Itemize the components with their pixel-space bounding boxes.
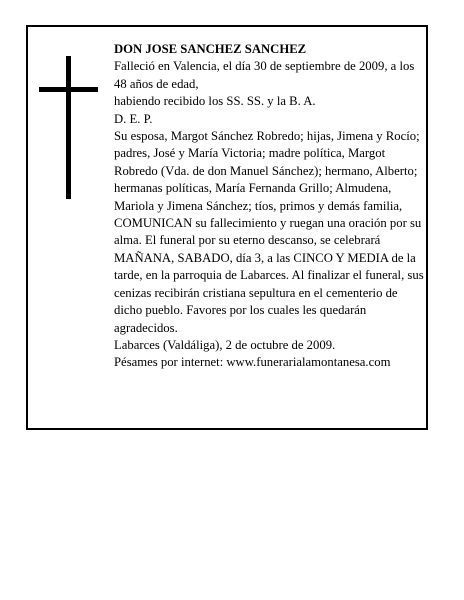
cross-vertical-bar: [66, 56, 71, 199]
cross-horizontal-bar: [39, 87, 98, 92]
rest-in-peace: D. E. P.: [114, 111, 153, 126]
death-statement: Falleció en Valencia, el día 30 de septiembre de 2009, a los 48 años de edad,: [114, 59, 415, 91]
sacraments-statement: habiendo recibido los SS. SS. y la B. A.: [114, 94, 316, 109]
condolences-line: Pésames por internet: www.funerarialamontanesa.com: [114, 355, 391, 370]
deceased-name: DON JOSE SANCHEZ SANCHEZ: [114, 42, 307, 56]
obituary-notice: [26, 25, 428, 430]
place-and-date: Labarces (Valdáliga), 2 de octubre de 2009.: [114, 337, 336, 352]
funeral-announcement: COMUNICAN su fallecimiento y ruegan una oración por su alma. El funeral por su eterno descanso, se celebrará MAÑANA, SABADO, día 3, a las CINCO Y MEDIA de la tarde, en la parroquia de Labarces. Al finalizar el funeral, sus cenizas recibirán cristiana sepultura en el cementerio de dicho pueblo. Favores por los cuales les quedarán agradecidos.: [114, 216, 424, 335]
family-list: Su esposa, Margot Sánchez Robredo; hijas, Jimena y Rocío; padres, José y María Victoria; madre política, Margot Robredo (Vda. de don Manuel Sánchez); hermano, Alberto; hermanas políticas, María Fernanda Grillo; Almudena, Mariola y Jimena Sánchez; tíos, primos y demás familia,: [114, 129, 420, 213]
obituary-text: [114, 41, 424, 372]
